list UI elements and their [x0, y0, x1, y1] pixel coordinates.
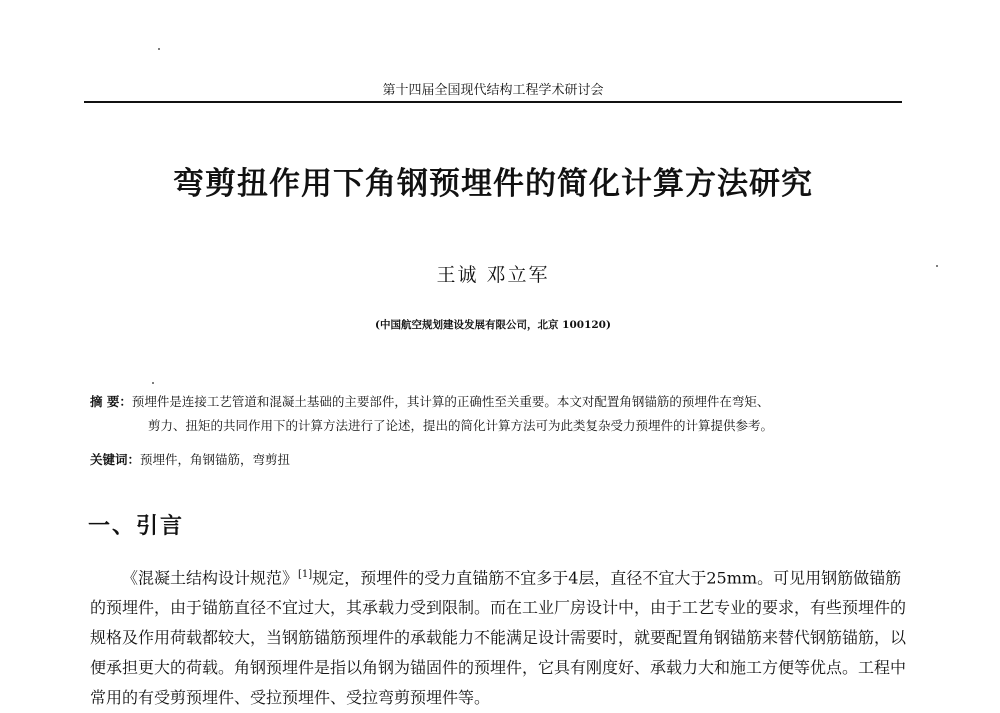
abstract-line-2: 剪力、扭矩的共同作用下的计算方法进行了论述，提出的简化计算方法可为此类复杂受力预埋件的计算提供参考。: [148, 418, 774, 433]
paragraph-rest: 规定，预埋件的受力直锚筋不宜多于4层，直径不宜大于25mm。可见用钢筋做锚筋的预埋件，由于锚筋直径不宜过大，其承载力受到限制。而在工业厂房设计中，由于工艺专业的要求，有些预埋件的规格及作用荷载都较大，当钢筋锚筋预埋件的承载能力不能满足设计需要时，就要配置角钢锚筋来替代钢筋锚筋，以便承担更大的荷载。角钢预埋件是指以角钢为锚固件的预埋件，它具有刚度好、承载力大和施工方便等优点。工程中常用的有受剪预埋件、受拉预埋件、受拉弯剪预埋件等。: [90, 568, 907, 708]
intro-paragraph: [90, 560, 908, 713]
abstract-line-1: [90, 390, 902, 414]
running-header: 第十四届全国现代结构工程学术研讨会: [382, 83, 604, 98]
body-paragraph: [90, 560, 908, 713]
scan-speck: [936, 265, 938, 267]
keywords-label: 关键词：: [90, 452, 141, 467]
paper-title: 弯剪扭作用下角钢预埋件的简化计算方法研究: [173, 166, 813, 202]
keywords: [90, 450, 902, 468]
header-rule: [84, 101, 902, 103]
authors: 王诚 邓立军: [436, 264, 550, 286]
abstract: [90, 390, 902, 438]
affiliation: (中国航空规划建设发展有限公司，北京 100120): [375, 319, 611, 331]
reference-marker: [1]: [298, 569, 313, 580]
abstract-label: 摘 要：: [90, 394, 132, 409]
section-heading: 一、引言: [88, 514, 185, 539]
paragraph-start: 《混凝土结构设计规范》: [122, 568, 299, 588]
abstract-text-1: 预埋件是连接工艺管道和混凝土基础的主要部件，其计算的正确性至关重要。本文对配置角钢锚筋的预埋件在弯矩、: [131, 394, 770, 409]
keywords-text: 预埋件，角钢锚筋，弯剪扭: [140, 452, 291, 467]
scan-speck: [152, 382, 154, 384]
scan-speck: [158, 48, 160, 50]
